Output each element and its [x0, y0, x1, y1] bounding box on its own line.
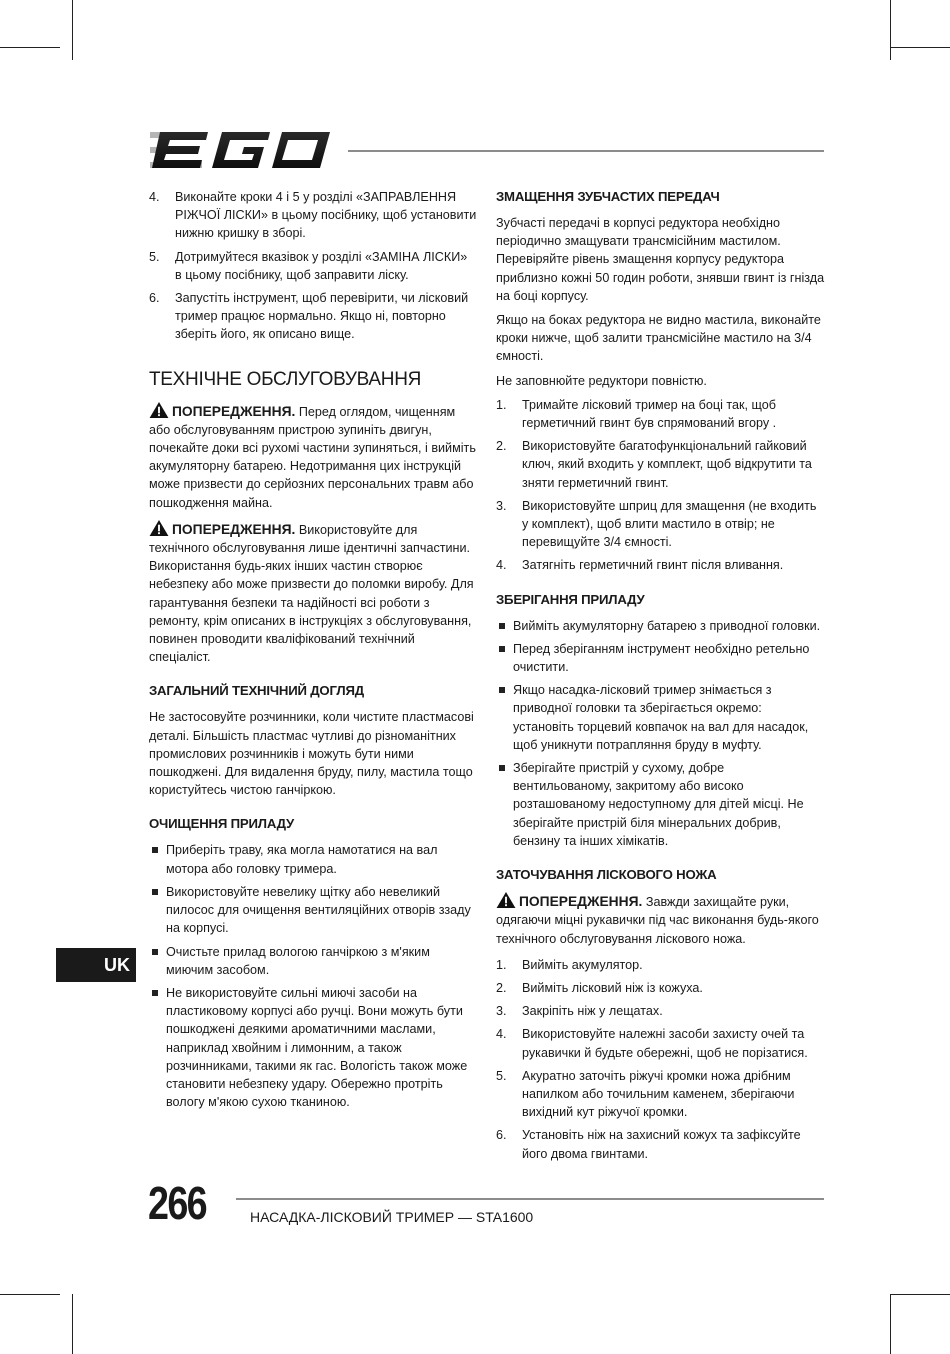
- subheading-gear-lubrication: ЗМАЩЕННЯ ЗУБЧАСТИХ ПЕРЕДАЧ: [496, 189, 720, 204]
- list-item: Приберіть траву, яка могла намотатися на вал мотора або головку тримера.: [149, 841, 477, 877]
- crop-mark: [0, 47, 60, 48]
- list-item: 1. Тримайте лісковий тример на боці так, щоб герметичний гвинт був спрямований вгору .: [496, 397, 777, 431]
- bullet-icon: [152, 847, 158, 853]
- list-item: 1. Вийміть акумулятор.: [496, 957, 643, 972]
- warning-text: Завжди захищайте руки, одягаючи міцні рукавички під час виконання будь-якого технічного обслуговування ліскового ножа.: [496, 895, 819, 946]
- section-heading-maintenance: ТЕХНІЧНЕ ОБСЛУГОВУВАННЯ: [149, 368, 422, 390]
- warning-block: [149, 402, 477, 512]
- list-item: 4. Виконайте кроки 4 і 5 у розділі «ЗАПРАВЛЕННЯ РІЖЧОЇ ЛІСКИ» в цьому посібнику, щоб установити нижню кришку в зборі.: [149, 190, 477, 241]
- list-item: Не використовуйте сильні миючі засоби на пластиковому корпусі або ручці. Вони можуть бути пошкоджені деякими ароматичними маслами, наприклад хвойним і лимонним, а також розчинниками, такими як гас. Вологість також може становити небезпеку удару. Обережно протріть вологу м'якою сухою тканиною.: [149, 984, 477, 1111]
- sharpening-steps: [496, 956, 826, 1163]
- footer-rule: [236, 1198, 824, 1200]
- warning-icon: [149, 520, 169, 536]
- subheading-cleaning: ОЧИЩЕННЯ ПРИЛАДУ: [149, 816, 295, 832]
- paragraph: Зубчасті передачі в корпусі редуктора необхідно періодично змащувати трансмісійним мастилом. Перевіряйте рівень змащення корпусу редуктора приблизно кожні 50 годин роботи, знявши гвинт із гнізда на боці корпусу.: [496, 216, 825, 303]
- crop-mark: [890, 47, 950, 48]
- warning-title: ПОПЕРЕДЖЕННЯ.: [519, 894, 643, 910]
- subheading-general-care: ЗАГАЛЬНИЙ ТЕХНІЧНИЙ ДОГЛЯД: [149, 683, 364, 699]
- list-item: 3. Використовуйте шприц для змащення (не входить у комплект), щоб влити мастило в отвір; не перевищуйте 3/4 ємності.: [496, 498, 817, 550]
- warning-text: Використовуйте для технічного обслуговування лише ідентичні запчастини. Використання будь-яких інших частин створює небезпеку або може призвести до поломки виробу. Для гарантування безпеки та надійності всі роботи з ремонту, крім описаних в інструкціях з обслуговування, повинен проводити кваліфікований технічний спеціаліст.: [149, 522, 474, 665]
- cleaning-list: [149, 841, 477, 1111]
- page-number: 266: [148, 1177, 207, 1229]
- list-item: 4. Використовуйте належні засоби захисту очей та рукавички й будьте обережні, щоб не порізатися.: [496, 1027, 808, 1060]
- gear-steps: [496, 396, 826, 575]
- crop-mark: [890, 0, 891, 60]
- footer-title: НАСАДКА-ЛІСКОВИЙ ТРИМЕР — STA1600: [250, 1209, 534, 1225]
- bullet-icon: [499, 765, 505, 771]
- crop-mark: [72, 0, 73, 60]
- list-item: Якщо насадка-лісковий тример знімається з приводної головки та зберігається окремо: установіть торцевий ковпачок на вал для насадок, щоб уникнути потрапляння бруду в муфту.: [496, 681, 826, 754]
- ego-logo: [150, 130, 330, 170]
- crop-mark: [890, 1294, 891, 1354]
- warning-icon: [149, 402, 169, 418]
- bullet-icon: [499, 623, 505, 629]
- warning-block: [149, 520, 477, 667]
- list-item: 5. Акуратно заточіть ріжучі кромки ножа дрібним напилком або точильним каменем, зберігаючи вихідний кут ріжучої кромки.: [496, 1068, 795, 1120]
- list-item: 6. Установіть ніж на захисний кожух та зафіксуйте його двома гвинтами.: [496, 1128, 801, 1161]
- list-item: Вийміть акумуляторну батарею з приводної головки.: [496, 617, 826, 635]
- list-item: 2. Використовуйте багатофункціональний гайковий ключ, який входить у комплект, щоб відкрутити та зняти герметичний гвинт.: [496, 439, 812, 490]
- warning-text: Перед оглядом, чищенням або обслуговуванням пристрою зупиніть двигун, почекайте доки всі рухомі частини зупиняться, і вийміть акумуляторну батарею. Недотримання цих інструкцій може призвести до серйозних персональних травм або пошкодження майна.: [149, 404, 476, 510]
- list-item: 3. Закріпіть ніж у лещатах.: [496, 1004, 663, 1019]
- crop-mark: [72, 1294, 73, 1354]
- warning-title: ПОПЕРЕДЖЕННЯ.: [172, 521, 296, 537]
- list-item: Перед зберіганням інструмент необхідно ретельно очистити.: [496, 640, 826, 676]
- paragraph: Не заповнюйте редуктори повністю.: [496, 373, 707, 388]
- general-care-text: Не застосовуйте розчинники, коли чистите пластмасові деталі. Більшість пластмас чутливі до різноманітних промислових розчинників і можуть бути ними пошкоджені. Для видалення бруду, пилу, мастила тощо користуйтесь чистою ганчіркою.: [149, 710, 474, 798]
- list-item: Використовуйте невелику щітку або невеликий пилосос для очищення вентиляційних отворів ззаду на корпусі.: [149, 883, 477, 938]
- bullet-icon: [152, 990, 158, 996]
- language-tab: UK: [56, 948, 136, 982]
- reassembly-steps: [149, 188, 477, 344]
- paragraph: Якщо на боках редуктора не видно мастила, виконайте кроки нижче, щоб залити трансмісійне мастило на 3/4 ємності.: [496, 313, 821, 364]
- list-item: Зберігайте пристрій у сухому, добре вентильованому, закритому або високо розташованому недоступному для дітей місці. Не зберігайте пристрій біля мінеральних добрив, бензину та інших хімікатів.: [496, 759, 826, 850]
- bullet-icon: [152, 889, 158, 895]
- bullet-icon: [152, 949, 158, 955]
- warning-icon: [496, 892, 516, 908]
- bullet-icon: [499, 687, 505, 693]
- list-item: 5. Дотримуйтеся вказівок у розділі «ЗАМІНА ЛІСКИ» в цьому посібнику, щоб заправити ліску.: [149, 249, 468, 282]
- list-item: 6. Запустіть інструмент, щоб перевірити, чи лісковий тример працює нормально. Якщо ні, повторно зберіть його, як описано вище.: [149, 291, 469, 342]
- warning-title: ПОПЕРЕДЖЕННЯ.: [172, 403, 296, 419]
- bullet-icon: [499, 646, 505, 652]
- subheading-sharpening: ЗАТОЧУВАННЯ ЛІСКОВОГО НОЖА: [496, 867, 717, 883]
- list-item: 2. Вийміть лісковий ніж із кожуха.: [496, 980, 703, 995]
- storage-list: [496, 617, 826, 850]
- list-item: 4. Затягніть герметичний гвинт після вливання.: [496, 558, 784, 573]
- list-item: Очистьте прилад вологою ганчіркою з м'яким миючим засобом.: [149, 943, 477, 979]
- right-column: [496, 188, 826, 1169]
- crop-mark: [0, 1294, 60, 1295]
- crop-mark: [890, 1294, 950, 1295]
- left-column: [149, 188, 477, 1117]
- subheading-storage: ЗБЕРІГАННЯ ПРИЛАДУ: [496, 591, 645, 607]
- warning-block: [496, 892, 826, 948]
- header-rule: [348, 150, 824, 152]
